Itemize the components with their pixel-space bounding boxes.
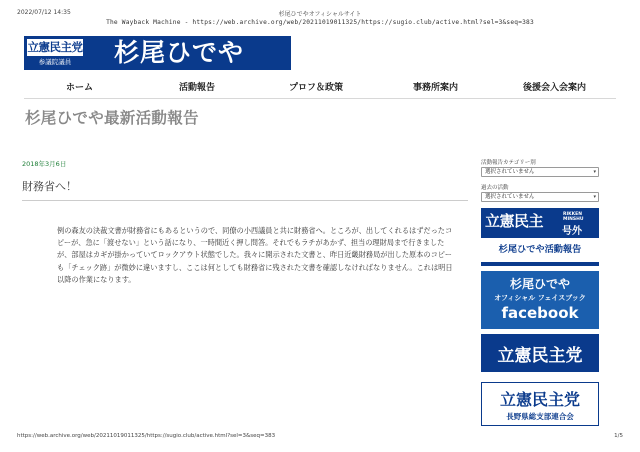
chevron-down-icon: ▾ xyxy=(593,169,596,175)
banner-fb-name: 杉尾ひでや xyxy=(509,277,570,291)
banner-nagano[interactable] xyxy=(481,382,599,426)
print-page-title: 杉尾ひでやオフィシャルサイト xyxy=(278,11,362,18)
main-nav xyxy=(24,80,616,94)
category-select[interactable] xyxy=(481,167,599,177)
logo-name: 杉尾ひでや xyxy=(114,38,245,67)
category-label: 活動報告カテゴリー別 xyxy=(481,160,536,166)
print-footer-url: https://web.archive.org/web/20211019011325/https://sugio.club/active.html?sel=3&seq=383 xyxy=(17,433,276,439)
archive-select-value: 選択されていません xyxy=(485,194,535,200)
site-logo[interactable] xyxy=(24,36,291,70)
nav-item-profile[interactable]: プロフ＆政策 xyxy=(289,83,344,93)
print-footer xyxy=(17,433,623,443)
banner-activity-report[interactable] xyxy=(481,208,599,266)
banner-facebook[interactable] xyxy=(481,271,599,329)
print-header xyxy=(17,9,623,19)
banner-roman: RIKKEN MINSHU xyxy=(563,212,584,222)
banner-party-logo: 立憲民主党 xyxy=(499,390,580,409)
nav-item-activity[interactable]: 活動報告 xyxy=(179,83,216,93)
banner-fb-sub: オフィシャル フェイスブック xyxy=(494,294,586,302)
post-date: 2018年3月6日 xyxy=(22,160,67,168)
banner-fb-logo: facebook xyxy=(501,304,579,322)
archive-label: 過去の活動 xyxy=(481,185,509,191)
banner-party-logo: 立憲民主党 xyxy=(497,346,583,366)
post-divider xyxy=(22,200,468,201)
nav-item-supporters[interactable]: 後援会入会案内 xyxy=(523,83,587,93)
nav-item-home[interactable]: ホーム xyxy=(66,83,94,93)
category-select-value: 選択されていません xyxy=(485,169,535,175)
print-datetime: 2022/07/12 14:35 xyxy=(17,9,71,16)
logo-party: 立憲民主党 xyxy=(27,40,83,54)
banner-strip: 杉尾ひでや活動報告 xyxy=(481,238,599,262)
banner-nagano-sub: 長野県総支部連合会 xyxy=(506,412,574,421)
post-body: 例の森友の決裁文書が財務省にもあるというので、同僚の小西議員と共に財務省へ。ところが、出してくれるはずだったコピーが、急に「渡せない」という話になり、一時間近く押し問答。それでもラチがあかず、担当の理財局まで行きましたが、部屋はカギが掛かっていてロックアウト状態でした。我々に開示された文書と、昨日近畿財務局が出した原本のコピーも「チェック跡」が微妙に違いますし、ここは何としても財務省に残された文書を確認しなければなりません。これは明日以降の作業になります。 xyxy=(57,226,453,284)
banner-party[interactable] xyxy=(481,334,599,372)
section-title: 杉尾ひでや最新活動報告 xyxy=(25,109,199,127)
print-page-number: 1/5 xyxy=(614,433,623,439)
post-title: 財務省へ！ xyxy=(22,180,77,193)
chevron-down-icon: ▾ xyxy=(593,194,596,200)
wayback-url: The Wayback Machine - https://web.archive.org/web/20211019011325/https://sugio.club/active.html?sel=3&seq=383 xyxy=(106,19,534,26)
nav-item-office[interactable]: 事務所案内 xyxy=(413,83,459,93)
banner-party-logo: 立憲民主 xyxy=(485,212,544,230)
archive-select[interactable] xyxy=(481,192,599,202)
logo-role: 参議院議員 xyxy=(38,58,72,66)
nav-divider xyxy=(24,98,616,99)
banner-edition: 号外 xyxy=(562,226,582,237)
